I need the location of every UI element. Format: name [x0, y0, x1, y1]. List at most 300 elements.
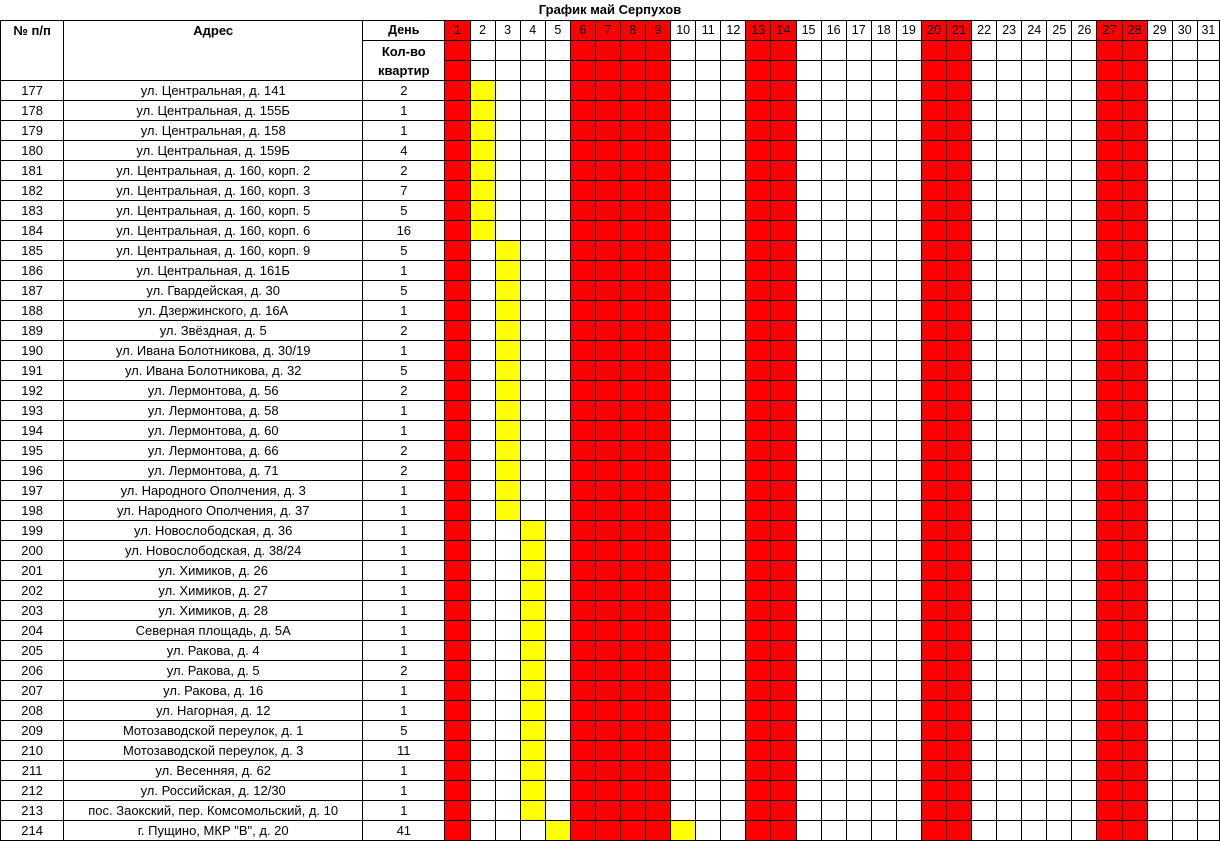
day-cell-off[interactable] — [1122, 301, 1147, 321]
day-cell-off[interactable] — [771, 81, 796, 101]
row-address[interactable]: ул. Лермонтова, д. 58 — [64, 401, 363, 421]
day-cell[interactable] — [1072, 401, 1097, 421]
day-cell[interactable] — [1047, 561, 1072, 581]
day-cell[interactable] — [846, 481, 871, 501]
day-cell[interactable] — [1172, 81, 1197, 101]
day-cell-off[interactable] — [1122, 461, 1147, 481]
day-cell[interactable] — [1172, 381, 1197, 401]
day-cell-off[interactable] — [746, 281, 771, 301]
row-number[interactable]: 203 — [1, 601, 64, 621]
day-cell-off[interactable] — [771, 761, 796, 781]
day-cell[interactable] — [1072, 421, 1097, 441]
day-header-cell[interactable] — [771, 41, 796, 61]
day-cell-off[interactable] — [746, 501, 771, 521]
day-cell[interactable] — [1047, 601, 1072, 621]
day-cell[interactable] — [1172, 541, 1197, 561]
day-cell-scheduled[interactable] — [520, 621, 545, 641]
day-cell-scheduled[interactable] — [470, 141, 495, 161]
day-cell-off[interactable] — [1097, 201, 1122, 221]
row-address[interactable]: ул. Химиков, д. 28 — [64, 601, 363, 621]
day-cell[interactable] — [821, 241, 846, 261]
day-cell[interactable] — [470, 241, 495, 261]
day-cell-off[interactable] — [1122, 241, 1147, 261]
day-cell-off[interactable] — [445, 461, 470, 481]
day-cell[interactable] — [1022, 321, 1047, 341]
day-cell[interactable] — [696, 761, 721, 781]
day-cell[interactable] — [871, 161, 896, 181]
day-cell-off[interactable] — [947, 821, 972, 841]
day-cell[interactable] — [846, 661, 871, 681]
day-cell[interactable] — [821, 501, 846, 521]
day-cell-off[interactable] — [921, 441, 946, 461]
day-cell-off[interactable] — [771, 361, 796, 381]
day-cell-scheduled[interactable] — [495, 461, 520, 481]
day-cell[interactable] — [696, 121, 721, 141]
day-cell[interactable] — [846, 601, 871, 621]
day-header-25[interactable]: 25 — [1047, 21, 1072, 41]
row-address[interactable]: ул. Химиков, д. 27 — [64, 581, 363, 601]
day-header-cell[interactable] — [445, 61, 470, 81]
day-cell[interactable] — [721, 221, 746, 241]
day-cell[interactable] — [1072, 821, 1097, 841]
day-cell-off[interactable] — [595, 481, 620, 501]
row-number[interactable]: 178 — [1, 101, 64, 121]
day-cell-off[interactable] — [921, 161, 946, 181]
day-cell[interactable] — [1047, 261, 1072, 281]
day-cell[interactable] — [520, 501, 545, 521]
day-cell[interactable] — [1147, 701, 1172, 721]
day-cell[interactable] — [1072, 561, 1097, 581]
day-cell[interactable] — [495, 721, 520, 741]
day-cell[interactable] — [871, 801, 896, 821]
day-cell[interactable] — [696, 641, 721, 661]
day-cell-off[interactable] — [646, 681, 671, 701]
day-cell[interactable] — [696, 541, 721, 561]
row-address[interactable]: ул. Химиков, д. 26 — [64, 561, 363, 581]
day-cell[interactable] — [1022, 521, 1047, 541]
day-cell-off[interactable] — [921, 741, 946, 761]
row-address[interactable]: Северная площадь, д. 5А — [64, 621, 363, 641]
day-cell-off[interactable] — [1122, 381, 1147, 401]
day-cell-off[interactable] — [1122, 581, 1147, 601]
day-cell-off[interactable] — [1097, 241, 1122, 261]
day-header-cell[interactable] — [696, 61, 721, 81]
day-cell-off[interactable] — [1097, 561, 1122, 581]
day-cell-off[interactable] — [921, 481, 946, 501]
day-cell[interactable] — [1072, 581, 1097, 601]
day-cell-off[interactable] — [746, 121, 771, 141]
day-cell-scheduled[interactable] — [520, 721, 545, 741]
day-cell-off[interactable] — [646, 461, 671, 481]
day-cell-off[interactable] — [921, 301, 946, 321]
day-cell-off[interactable] — [1122, 801, 1147, 821]
day-cell-off[interactable] — [921, 401, 946, 421]
row-qty[interactable]: 2 — [363, 461, 445, 481]
day-cell-off[interactable] — [921, 641, 946, 661]
day-cell[interactable] — [696, 161, 721, 181]
day-header-cell[interactable] — [921, 41, 946, 61]
day-cell-off[interactable] — [595, 601, 620, 621]
row-number[interactable]: 188 — [1, 301, 64, 321]
day-header-cell[interactable] — [545, 61, 570, 81]
day-cell[interactable] — [896, 741, 921, 761]
day-cell-off[interactable] — [771, 661, 796, 681]
day-cell-off[interactable] — [620, 321, 645, 341]
day-cell[interactable] — [1197, 761, 1219, 781]
day-cell[interactable] — [1047, 321, 1072, 341]
day-cell-off[interactable] — [771, 701, 796, 721]
row-qty[interactable]: 2 — [363, 661, 445, 681]
day-cell-off[interactable] — [646, 301, 671, 321]
day-cell-off[interactable] — [570, 221, 595, 241]
day-cell-off[interactable] — [570, 301, 595, 321]
row-address[interactable]: ул. Лермонтова, д. 56 — [64, 381, 363, 401]
day-cell[interactable] — [997, 161, 1022, 181]
day-cell-off[interactable] — [947, 461, 972, 481]
row-qty[interactable]: 1 — [363, 581, 445, 601]
day-cell-scheduled[interactable] — [671, 821, 696, 841]
day-cell[interactable] — [896, 81, 921, 101]
day-header-5[interactable]: 5 — [545, 21, 570, 41]
day-cell[interactable] — [972, 501, 997, 521]
day-cell[interactable] — [796, 321, 821, 341]
day-cell-off[interactable] — [947, 421, 972, 441]
day-cell[interactable] — [1047, 221, 1072, 241]
day-cell[interactable] — [1147, 801, 1172, 821]
day-cell[interactable] — [545, 501, 570, 521]
day-header-cell[interactable] — [871, 61, 896, 81]
day-cell[interactable] — [821, 301, 846, 321]
day-cell[interactable] — [821, 261, 846, 281]
day-cell-scheduled[interactable] — [520, 781, 545, 801]
day-cell-off[interactable] — [570, 681, 595, 701]
day-cell-off[interactable] — [771, 601, 796, 621]
day-cell-off[interactable] — [746, 441, 771, 461]
day-cell[interactable] — [821, 821, 846, 841]
day-cell-off[interactable] — [445, 481, 470, 501]
day-cell-off[interactable] — [746, 181, 771, 201]
day-cell-off[interactable] — [921, 421, 946, 441]
day-cell-off[interactable] — [947, 161, 972, 181]
day-header-9[interactable]: 9 — [646, 21, 671, 41]
day-cell[interactable] — [821, 461, 846, 481]
day-cell[interactable] — [671, 441, 696, 461]
day-header-17[interactable]: 17 — [846, 21, 871, 41]
day-cell-off[interactable] — [570, 741, 595, 761]
day-cell[interactable] — [796, 461, 821, 481]
row-address[interactable]: ул. Ракова, д. 4 — [64, 641, 363, 661]
row-number[interactable]: 194 — [1, 421, 64, 441]
day-cell[interactable] — [495, 521, 520, 541]
day-cell[interactable] — [495, 621, 520, 641]
day-cell[interactable] — [997, 241, 1022, 261]
day-cell[interactable] — [972, 381, 997, 401]
header-day[interactable]: День — [363, 21, 445, 41]
day-cell[interactable] — [1022, 141, 1047, 161]
day-cell[interactable] — [1047, 681, 1072, 701]
day-cell[interactable] — [1022, 541, 1047, 561]
row-number[interactable]: 197 — [1, 481, 64, 501]
day-cell[interactable] — [1172, 641, 1197, 661]
day-cell[interactable] — [1197, 301, 1219, 321]
day-cell-off[interactable] — [595, 421, 620, 441]
day-cell-scheduled[interactable] — [495, 441, 520, 461]
day-cell[interactable] — [520, 241, 545, 261]
day-cell-off[interactable] — [1122, 721, 1147, 741]
day-cell[interactable] — [997, 201, 1022, 221]
day-cell[interactable] — [671, 421, 696, 441]
day-cell-off[interactable] — [445, 821, 470, 841]
day-cell-off[interactable] — [646, 261, 671, 281]
day-cell[interactable] — [1172, 761, 1197, 781]
day-cell[interactable] — [1022, 761, 1047, 781]
day-cell[interactable] — [1047, 341, 1072, 361]
day-header-cell[interactable] — [947, 41, 972, 61]
row-number[interactable]: 180 — [1, 141, 64, 161]
day-cell[interactable] — [1072, 461, 1097, 481]
row-address[interactable]: ул. Российская, д. 12/30 — [64, 781, 363, 801]
day-cell-off[interactable] — [921, 541, 946, 561]
day-cell[interactable] — [671, 601, 696, 621]
day-cell[interactable] — [1072, 441, 1097, 461]
day-cell-off[interactable] — [921, 281, 946, 301]
day-cell-off[interactable] — [746, 801, 771, 821]
day-cell[interactable] — [896, 141, 921, 161]
day-cell[interactable] — [1197, 481, 1219, 501]
day-cell[interactable] — [520, 341, 545, 361]
day-cell[interactable] — [696, 701, 721, 721]
day-header-cell[interactable] — [1197, 41, 1219, 61]
day-cell-off[interactable] — [1097, 141, 1122, 161]
day-cell[interactable] — [545, 461, 570, 481]
day-header-cell[interactable] — [520, 61, 545, 81]
day-cell[interactable] — [721, 441, 746, 461]
day-cell[interactable] — [1147, 301, 1172, 321]
row-qty[interactable]: 1 — [363, 561, 445, 581]
day-cell[interactable] — [671, 281, 696, 301]
day-cell[interactable] — [1197, 661, 1219, 681]
day-cell-off[interactable] — [1122, 641, 1147, 661]
row-number[interactable]: 212 — [1, 781, 64, 801]
row-qty[interactable]: 1 — [363, 601, 445, 621]
day-cell[interactable] — [470, 681, 495, 701]
day-cell[interactable] — [796, 421, 821, 441]
day-cell[interactable] — [871, 781, 896, 801]
day-cell-off[interactable] — [771, 781, 796, 801]
day-cell-off[interactable] — [620, 401, 645, 421]
day-cell[interactable] — [997, 521, 1022, 541]
day-cell[interactable] — [721, 181, 746, 201]
day-cell[interactable] — [1072, 361, 1097, 381]
day-cell-off[interactable] — [746, 701, 771, 721]
day-cell-off[interactable] — [620, 541, 645, 561]
day-cell-off[interactable] — [947, 181, 972, 201]
day-cell[interactable] — [545, 141, 570, 161]
day-cell[interactable] — [495, 561, 520, 581]
day-cell-off[interactable] — [1097, 741, 1122, 761]
day-cell[interactable] — [1022, 441, 1047, 461]
day-cell[interactable] — [520, 261, 545, 281]
day-cell[interactable] — [671, 701, 696, 721]
day-cell[interactable] — [796, 681, 821, 701]
row-number[interactable]: 186 — [1, 261, 64, 281]
row-qty[interactable]: 41 — [363, 821, 445, 841]
day-cell[interactable] — [796, 241, 821, 261]
day-cell[interactable] — [821, 781, 846, 801]
day-cell[interactable] — [796, 81, 821, 101]
day-cell-off[interactable] — [445, 121, 470, 141]
day-cell[interactable] — [796, 481, 821, 501]
day-cell-scheduled[interactable] — [520, 541, 545, 561]
day-cell-scheduled[interactable] — [470, 161, 495, 181]
day-cell[interactable] — [896, 181, 921, 201]
day-cell[interactable] — [1072, 161, 1097, 181]
day-cell[interactable] — [545, 581, 570, 601]
day-cell-off[interactable] — [1097, 581, 1122, 601]
day-cell-off[interactable] — [921, 621, 946, 641]
day-cell[interactable] — [671, 161, 696, 181]
day-cell-off[interactable] — [771, 101, 796, 121]
row-address[interactable]: ул. Центральная, д. 141 — [64, 81, 363, 101]
day-cell[interactable] — [1172, 801, 1197, 821]
day-cell-off[interactable] — [771, 321, 796, 341]
day-cell[interactable] — [545, 361, 570, 381]
day-cell[interactable] — [846, 541, 871, 561]
day-cell-off[interactable] — [921, 701, 946, 721]
day-cell[interactable] — [520, 381, 545, 401]
day-cell-off[interactable] — [620, 301, 645, 321]
day-cell[interactable] — [1197, 141, 1219, 161]
day-cell-off[interactable] — [620, 381, 645, 401]
day-cell[interactable] — [796, 121, 821, 141]
row-qty[interactable]: 1 — [363, 481, 445, 501]
day-header-cell[interactable] — [671, 41, 696, 61]
day-cell[interactable] — [871, 181, 896, 201]
day-cell[interactable] — [1047, 281, 1072, 301]
day-cell[interactable] — [1022, 301, 1047, 321]
day-cell-scheduled[interactable] — [495, 241, 520, 261]
day-cell[interactable] — [821, 321, 846, 341]
day-cell[interactable] — [896, 501, 921, 521]
day-cell[interactable] — [1197, 201, 1219, 221]
day-cell[interactable] — [846, 241, 871, 261]
day-cell[interactable] — [896, 821, 921, 841]
day-cell[interactable] — [871, 441, 896, 461]
header-qty[interactable] — [363, 41, 445, 81]
row-qty[interactable]: 1 — [363, 681, 445, 701]
day-cell-off[interactable] — [921, 761, 946, 781]
day-cell-scheduled[interactable] — [520, 801, 545, 821]
day-cell[interactable] — [1072, 601, 1097, 621]
day-cell[interactable] — [1072, 141, 1097, 161]
day-cell[interactable] — [1147, 521, 1172, 541]
day-header-30[interactable]: 30 — [1172, 21, 1197, 41]
day-cell[interactable] — [1197, 801, 1219, 821]
row-address[interactable]: г. Пущино, МКР "В", д. 20 — [64, 821, 363, 841]
day-cell-off[interactable] — [646, 661, 671, 681]
day-cell[interactable] — [696, 621, 721, 641]
day-cell-off[interactable] — [620, 621, 645, 641]
day-cell-off[interactable] — [947, 561, 972, 581]
day-cell-off[interactable] — [746, 681, 771, 701]
day-cell[interactable] — [696, 181, 721, 201]
day-cell[interactable] — [671, 781, 696, 801]
day-cell[interactable] — [1197, 601, 1219, 621]
day-cell[interactable] — [796, 641, 821, 661]
day-cell[interactable] — [846, 181, 871, 201]
day-cell-off[interactable] — [1097, 501, 1122, 521]
day-cell[interactable] — [871, 481, 896, 501]
day-cell[interactable] — [671, 181, 696, 201]
day-cell[interactable] — [796, 781, 821, 801]
day-cell[interactable] — [997, 741, 1022, 761]
day-cell[interactable] — [896, 381, 921, 401]
day-cell[interactable] — [796, 701, 821, 721]
day-cell[interactable] — [495, 821, 520, 841]
day-cell[interactable] — [520, 441, 545, 461]
day-header-cell[interactable] — [921, 61, 946, 81]
day-cell-scheduled[interactable] — [470, 181, 495, 201]
day-cell[interactable] — [470, 361, 495, 381]
day-cell-off[interactable] — [445, 281, 470, 301]
day-cell[interactable] — [721, 801, 746, 821]
day-cell-off[interactable] — [771, 281, 796, 301]
day-cell[interactable] — [495, 161, 520, 181]
day-cell-off[interactable] — [921, 341, 946, 361]
day-cell[interactable] — [520, 461, 545, 481]
day-cell-off[interactable] — [771, 221, 796, 241]
day-cell-off[interactable] — [1097, 281, 1122, 301]
day-cell[interactable] — [846, 101, 871, 121]
day-cell[interactable] — [871, 321, 896, 341]
row-qty[interactable]: 1 — [363, 421, 445, 441]
day-cell[interactable] — [997, 801, 1022, 821]
day-cell[interactable] — [1172, 741, 1197, 761]
day-cell[interactable] — [1172, 301, 1197, 321]
day-cell[interactable] — [871, 421, 896, 441]
day-cell[interactable] — [1147, 441, 1172, 461]
row-address[interactable]: ул. Ивана Болотникова, д. 32 — [64, 361, 363, 381]
day-cell[interactable] — [1072, 301, 1097, 321]
day-cell-off[interactable] — [445, 601, 470, 621]
day-cell[interactable] — [696, 261, 721, 281]
day-cell[interactable] — [1047, 181, 1072, 201]
day-cell-off[interactable] — [771, 181, 796, 201]
row-qty[interactable]: 1 — [363, 541, 445, 561]
day-cell-off[interactable] — [1097, 121, 1122, 141]
day-cell[interactable] — [470, 501, 495, 521]
day-cell-scheduled[interactable] — [495, 341, 520, 361]
day-cell[interactable] — [972, 441, 997, 461]
day-cell[interactable] — [796, 161, 821, 181]
day-cell[interactable] — [796, 501, 821, 521]
day-cell[interactable] — [821, 561, 846, 581]
day-cell[interactable] — [1172, 721, 1197, 741]
day-cell-off[interactable] — [595, 461, 620, 481]
day-cell[interactable] — [871, 341, 896, 361]
day-cell[interactable] — [846, 301, 871, 321]
day-cell[interactable] — [470, 661, 495, 681]
day-cell-off[interactable] — [595, 441, 620, 461]
day-cell[interactable] — [1022, 721, 1047, 741]
day-cell[interactable] — [846, 721, 871, 741]
day-cell[interactable] — [871, 561, 896, 581]
day-cell[interactable] — [972, 221, 997, 241]
day-cell-off[interactable] — [1097, 361, 1122, 381]
day-cell[interactable] — [997, 441, 1022, 461]
day-cell[interactable] — [1072, 661, 1097, 681]
day-cell-scheduled[interactable] — [495, 321, 520, 341]
